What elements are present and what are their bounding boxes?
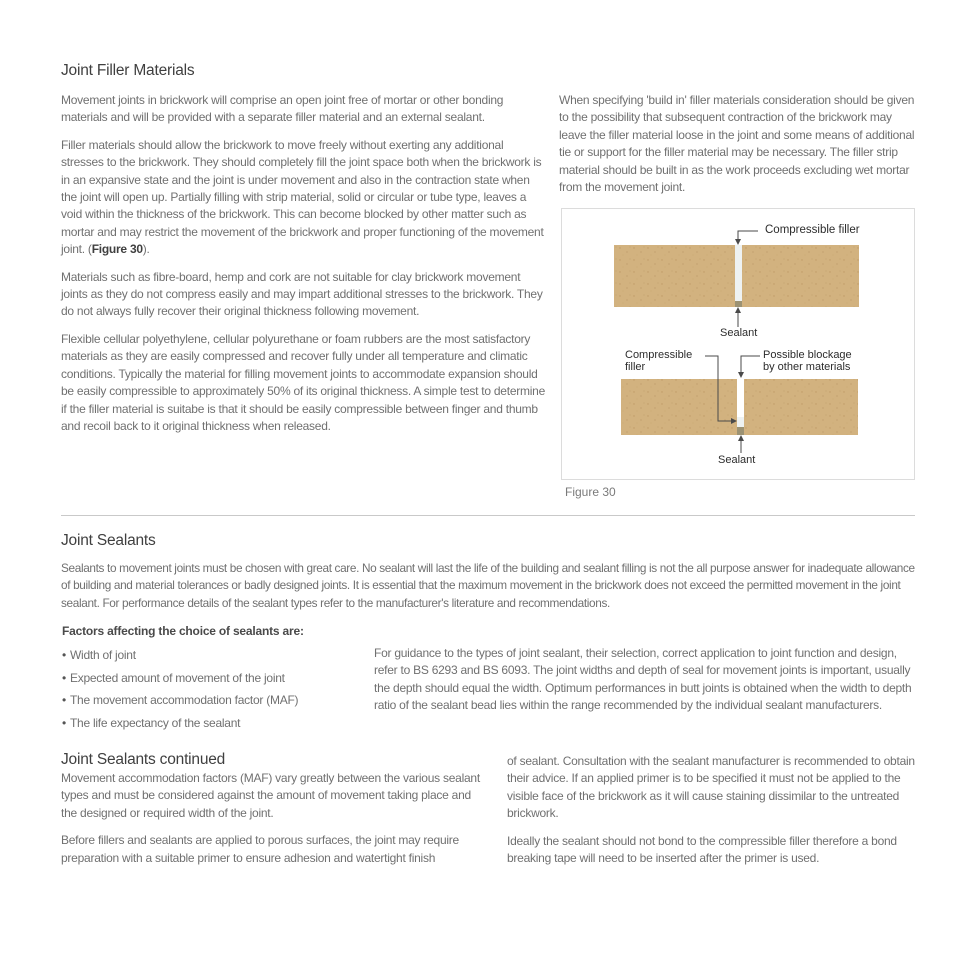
section-title-joint-sealants-continued: Joint Sealants continued	[61, 751, 226, 768]
bottom-brick-right	[744, 379, 858, 435]
figure-reference: Figure 30	[91, 242, 143, 257]
figure-reference-suffix: ).	[142, 242, 150, 257]
label-by-other-materials: by other materials	[763, 361, 851, 373]
continued-paragraph: Movement accommodation factors (MAF) vary greatly between the various sealant types and must be considered against the amount of movement taking place and the designed or required width of the joint.	[61, 771, 480, 820]
joint-diagram-svg	[562, 209, 914, 479]
sealants-guidance	[374, 645, 919, 715]
filler-paragraph: Movement joints in brickwork will comprise an open joint free of mortar or other bonding materials and will be provided with a separate filler material and an external sealant.	[61, 93, 504, 125]
filler-left-column	[61, 92, 545, 435]
sealants-intro-paragraph: Sealants to movement joints must be chosen with great care. No sealant will last the life of the building and sealant filling is not the all purpose answer for inadequate allowance of building and material tolerances or badly designed joints. It is essential that the maximum movement in the brickwork does not exceed the permitted movement in the joint sealant. For performance details of the sealant types refer to the manufacturer's literature and recommendations.	[61, 561, 915, 610]
continued-paragraph: Ideally the sealant should not bond to the compressible filler therefore a bond breaking tape will need to be inserted after the primer is used.	[507, 833, 897, 866]
label-bottom-sealant: Sealant	[718, 454, 756, 466]
continued-paragraph: of sealant. Consultation with the sealant manufacturer is recommended to obtain their advice. If an applied primer is to be specified it must not be applied to the visible face of the brickwork as it will cause staining dissimilar to the untreated brickwork.	[507, 754, 915, 821]
top-brick-right	[742, 245, 859, 307]
factor-item: • Expected amount of movement of the joint	[62, 667, 362, 690]
filler-paragraph-text: Filler materials should allow the brickwork to move freely without exerting any additional stresses to the brickwork. They should completely fill the joint space both when the brickwork is in an expansive state and the joint is under movement and also in the contraction state when the joint will open up. Partially filling with strip material, solid or circular or tube type, leaves a void within the thickness of the brickwork. This can become blocked by other matter such as mortar and may restrict the movement of the brickwork and proper functioning of the movement joint. (	[61, 137, 544, 257]
continued-right-column	[507, 753, 917, 867]
filler-right-column	[559, 92, 919, 196]
sealants-guidance-paragraph: For guidance to the types of joint sealant, their selection, correct application to joint function and design, refer to BS 6293 and BS 6093. The joint widths and depth of seal for movement joints is important, usually the depth should equal the width. Optimum performances in butt joints is obtained when the width to depth ratio of the sealant bead lies within the range recommended by the individual sealant manufacturers.	[374, 646, 912, 713]
top-filler-arrow	[738, 231, 758, 242]
filler-paragraph: Materials such as fibre-board, hemp and cork are not suitable for clay brickwork movement joints as they do not compress easily and may impart additional stresses to the brickwork. They do not always fully recover their original thickness following movement.	[61, 269, 543, 319]
figure-30-diagram	[561, 208, 915, 480]
figure-caption: Figure 30	[565, 485, 616, 499]
filler-paragraph: Flexible cellular polyethylene, cellular polyurethane or foam rubbers are the most satisfactory materials as they are easily compressed and recover fully under all temperature and climatic conditions. Typically the material for filling movement joints to accommodate expansion should be easily compressible to approximately 50% of its original thickness. A simple test to determine if the filler material is suitabe is that it should be easily compressible between finger and thumb and recoil back to it original thickness when released.	[61, 331, 545, 433]
filler-build-in-paragraph: When specifying 'build in' filler materials consideration should be given to the possibility that subsequent contraction of the brickwork may leave the filler material loose in the joint and some means of additional tie or support for the filler material may be necessary. The filler strip material should be built in as the work proceeds excluding wet mortar from the movement joint.	[559, 93, 915, 195]
continued-left-column	[61, 770, 486, 867]
factors-list	[62, 644, 362, 734]
filler-paragraph	[61, 137, 545, 259]
top-sealant	[735, 301, 742, 307]
label-top-sealant: Sealant	[720, 327, 758, 339]
top-compressible-filler	[735, 245, 742, 301]
factor-item: • The life expectancy of the sealant	[62, 712, 362, 735]
section-title-joint-filler-materials: Joint Filler Materials	[61, 62, 195, 79]
bottom-blockage-arrow	[741, 356, 760, 375]
label-possible-blockage: Possible blockage	[763, 349, 852, 361]
bottom-sealant	[737, 427, 744, 435]
label-top-compressible-filler: Compressible filler	[765, 224, 860, 236]
factor-item: • The movement accommodation factor (MAF)	[62, 689, 362, 712]
bottom-brick-left	[621, 379, 737, 435]
factors-heading: Factors affecting the choice of sealants are:	[62, 624, 304, 638]
sealants-intro	[61, 560, 921, 612]
factor-item: • Width of joint	[62, 644, 362, 667]
continued-paragraph: Before fillers and sealants are applied to porous surfaces, the joint may require preparation with a suitable primer to ensure adhesion and watertight finish	[61, 833, 459, 865]
bottom-compressible-filler	[737, 417, 744, 427]
section-divider	[61, 515, 915, 516]
top-brick-left	[614, 245, 735, 307]
section-title-joint-sealants: Joint Sealants	[61, 532, 156, 549]
label-bottom-filler: filler	[625, 361, 646, 373]
label-bottom-compressible: Compressible	[625, 349, 693, 361]
